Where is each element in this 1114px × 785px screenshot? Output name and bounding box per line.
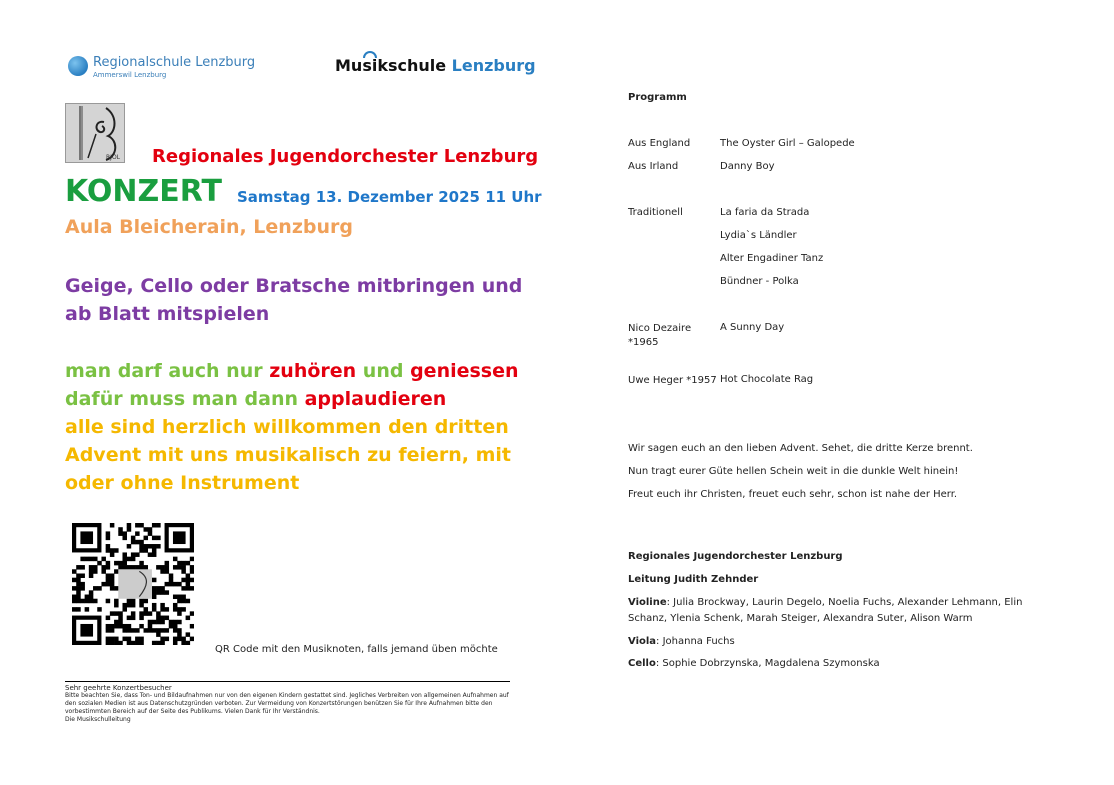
concert-date: Samstag 13. Dezember 2025 11 Uhr — [237, 188, 542, 206]
program-piece: Lydia`s Ländler — [720, 230, 797, 241]
cello-label: Cello — [628, 658, 656, 669]
violin-logo-text: RJOL — [106, 154, 121, 161]
program-piece: The Oyster Girl – Galopede — [720, 138, 855, 149]
orchestra-violin-logo — [65, 103, 125, 163]
cast-orchestra: Regionales Jugendorchester Lenzburg — [628, 551, 843, 562]
poem-line: Wir sagen euch an den lieben Advent. Sehet, die dritte Kerze brennt. — [628, 443, 973, 454]
program-origin: Aus England — [628, 138, 691, 149]
musikschule-name-part1: Musikschule — [335, 56, 447, 75]
program-origin: Nico Dezaire *1965 — [628, 323, 692, 348]
cast-leader: Leitung Judith Zehnder — [628, 574, 759, 585]
message-line-3: alle sind herzlich willkommen den dritten Advent mit uns musikalisch zu feiern, mit oder ohne Instrument — [65, 416, 511, 494]
cast-violin — [628, 595, 1028, 627]
program-origin: Uwe Heger *1957 — [628, 375, 717, 386]
photo-notice — [65, 681, 510, 724]
orchestra-title: Regionales Jugendorchester Lenzburg — [152, 146, 539, 167]
program-piece: A Sunny Day — [720, 322, 785, 333]
musikschule-arc-icon — [363, 51, 377, 58]
poem-line: Freut euch ihr Christen, freuet euch sehr, schon ist nahe der Herr. — [628, 489, 958, 500]
program-piece: Hot Chocolate Rag — [720, 374, 814, 385]
notice-signature: Die Musikschulleitung — [65, 716, 131, 723]
regionalschule-logo — [66, 52, 266, 84]
program-piece: La faria da Strada — [720, 207, 810, 218]
konzert-headline: KONZERT — [65, 174, 222, 209]
concert-venue: Aula Bleicherain, Lenzburg — [65, 216, 353, 238]
instruments-invitation: Geige, Cello oder Bratsche mitbringen und ab Blatt mitspielen — [65, 275, 523, 325]
program-origin: Traditionell — [628, 207, 683, 218]
program-piece: Alter Engadiner Tanz — [720, 253, 824, 264]
sheet-music-qr-code[interactable] — [72, 523, 194, 645]
program-piece: Bündner - Polka — [720, 276, 799, 287]
message-line-1: man darf auch nur zuhören und geniessen — [65, 360, 519, 382]
notice-heading: Sehr geehrte Konzertbesucher — [65, 684, 172, 692]
message-line-2: dafür muss man dann applaudieren — [65, 388, 447, 410]
program-origin: Aus Irland — [628, 161, 679, 172]
regionalschule-logo-icon — [68, 56, 88, 76]
program-piece: Danny Boy — [720, 161, 775, 172]
qr-caption: QR Code mit den Musiknoten, falls jemand üben möchte — [215, 644, 498, 655]
musikschule-logo — [335, 56, 536, 75]
regionalschule-subtitle: Ammerswil Lenzburg — [93, 71, 167, 79]
programm-title: Programm — [628, 92, 687, 103]
musikschule-name-part2: Lenzburg — [451, 56, 536, 75]
violin-names: : Julia Brockway, Laurin Degelo, Noelia Fuchs, Alexander Lehmann, Elin Schanz, Ylenia Schenk, Marah Steiger, Alexandra Suter, Alison Warm — [628, 597, 1023, 624]
violin-label: Violine — [628, 597, 667, 608]
violin-scroll-icon — [66, 104, 124, 162]
cast-cello — [628, 656, 1028, 672]
invitation-message — [65, 357, 535, 497]
qr-code-icon — [72, 523, 194, 645]
cello-names: : Sophie Dobrzynska, Magdalena Szymonska — [655, 658, 880, 669]
viola-names: : Johanna Fuchs — [656, 636, 735, 647]
notice-body: Bitte beachten Sie, dass Ton- und Bildaufnahmen nur von den eigenen Kindern gestattet sind. Jegliches Verbreiten von allgemeinen Aufnahmen auf den sozialen Medien ist aus Datenschutzgründen verboten. Zur Vermeidung von Konzertstörungen benützen Sie für Ihre Aufnahmen bitte den vorbestimmten Bereich auf der Seite des Publikums. Vielen Dank für Ihr Verständnis. — [65, 692, 509, 715]
regionalschule-name: Regionalschule Lenzburg — [93, 55, 256, 70]
cast-viola — [628, 634, 1028, 650]
poem-line: Nun tragt eurer Güte hellen Schein weit in die dunkle Welt hinein! — [628, 466, 959, 477]
viola-label: Viola — [628, 636, 657, 647]
